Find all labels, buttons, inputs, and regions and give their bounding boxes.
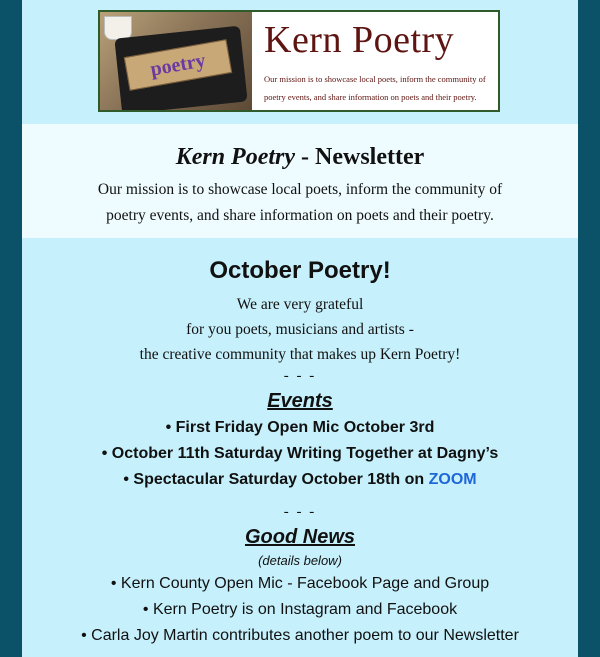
month-title: October Poetry! [209, 257, 391, 284]
zoom-link[interactable]: ZOOM [428, 471, 477, 488]
news-item: • Carla Joy Martin contributes another poem to our Newsletter [81, 627, 519, 644]
banner-title: Kern Poetry [264, 19, 455, 61]
mission-line: Our mission is to showcase local poets, inform the community of [97, 181, 503, 198]
details-note: (details below) [258, 553, 342, 568]
good-news-heading: Good News [244, 526, 355, 548]
events-heading: Events [267, 390, 333, 412]
banner-area [22, 0, 578, 124]
separator: - - - [283, 368, 317, 384]
gratitude-line: We are very grateful [236, 296, 364, 313]
mission-line: poetry events, and share information on poets and their poetry. [106, 207, 494, 224]
banner-mission-line: Our mission is to showcase local poets, inform the community of [264, 74, 486, 84]
event-item: • October 11th Saturday Writing Together at Dagny’s [101, 445, 499, 462]
banner-mission [264, 70, 500, 106]
newsletter-title [22, 124, 578, 171]
good-news-list [22, 571, 578, 649]
kern-poetry-banner[interactable] [98, 10, 500, 112]
news-item: • Kern Poetry is on Instagram and Facebook [142, 601, 458, 618]
gratitude-line: the creative community that makes up Kern Poetry! [139, 346, 461, 363]
event-item [22, 467, 578, 493]
newsletter-body [22, 238, 578, 649]
news-item: • Kern County Open Mic - Facebook Page and Group [110, 575, 490, 592]
banner-text [258, 12, 492, 110]
newsletter-column [22, 0, 578, 657]
newsletter-title-suffix: - Newsletter [295, 144, 425, 170]
gratitude-line: for you poets, musicians and artists - [186, 321, 414, 338]
separator: - - - [283, 504, 317, 520]
poetry-tablet-photo [100, 12, 252, 110]
poetry-word: poetry [124, 39, 232, 91]
gratitude-message [22, 292, 578, 367]
events-list [22, 415, 578, 493]
newsletter-mission [22, 177, 578, 229]
newsletter-header [22, 124, 578, 238]
event-item: • First Friday Open Mic October 3rd [165, 419, 435, 436]
newsletter-title-brand: Kern Poetry [175, 144, 296, 170]
banner-mission-line: poetry events, and share information on poets and their poetry. [264, 92, 477, 102]
event-item-text: • Spectacular Saturday October 18th on [123, 471, 429, 488]
